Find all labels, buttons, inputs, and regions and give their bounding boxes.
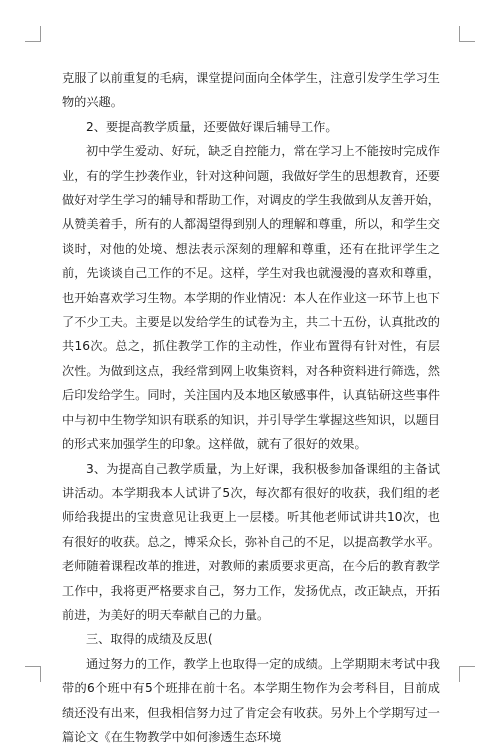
- section-heading: 三、取得的成绩及反思(: [86, 632, 213, 647]
- crop-mark-top-left: [40, 26, 41, 42]
- crop-mark-top-right-h: [459, 41, 475, 42]
- paragraph: 3、为提高自己教学质量，为上好课，我积极参加备课组的主备试讲活动。本学期我本人试讲了5次，每次都有很好的收获，我们组的老师给我提出的宝贵意见让我更上一层楼。听其他老师试讲共10次，也有很好的收获。总之，博采众长，弥补自己的不足，以提高教学水平。老师随着课程改革的推进，对教师的素质要求更高，在今后的教育教学工作中，我将更严格要求自己，努力工作，发扬优点，改正缺点，开拓前进，为美好的明天奉献自己的力量。: [62, 461, 440, 622]
- crop-mark-bottom-left-h: [25, 666, 41, 667]
- crop-mark-bottom-right: [459, 666, 460, 682]
- crop-mark-bottom-right-h: [459, 666, 475, 667]
- crop-mark-bottom-left: [40, 666, 41, 682]
- paragraph: 克服了以前重复的毛病，课堂提问面向全体学生，注意引发学生学习生物的兴趣。: [62, 71, 440, 110]
- paragraph: 2、要提高教学质量，还要做好课后辅导工作。: [86, 119, 338, 134]
- crop-mark-top-right: [459, 26, 460, 42]
- document-body: [62, 66, 440, 749]
- paragraph: 初中学生爱动、好玩，缺乏自控能力，常在学习上不能按时完成作业，有的学生抄袭作业，针对这种问题，我做好学生的思想教育，还要做好对学生学习的辅导和帮助工作，对调皮的学生我做到从友善开始，从赞美着手，所有的人都渴望得到别人的理解和尊重，所以，和学生交谈时，对他的处境、想法表示深刻的理解和尊重，还有在批评学生之前，先谈谈自己工作的不足。这样，学生对我也就漫漫的喜欢和尊重，也开始喜欢学习生物。本学期的作业情况：本人在作业这一环节上也下了不少工夫。主要是以发给学生的试卷为主，共二十五份，认真批改的共16次。总之，抓住教学工作的主动性，作业布置得有针对性，有层次性。为做到这点，我经常到网上收集资料，对各种资料进行筛选，然后印发给学生。同时，关注国内及本地区敏感事件，认真钻研这些事件中与初中生物学知识有联系的知识，并引导学生掌握这些知识，以题目的形式来加强学生的印象。这样做，就有了很好的效果。: [62, 144, 440, 452]
- paragraph: 通过努力的工作，教学上也取得一定的成绩。上学期期末考试中我带的6个班中有5个班排在前十名。本学期生物作为会考科目，目前成绩还没有出来，但我相信努力过了肯定会有收获。另外上个学期写过一篇论文《在生物教学中如何渗透生态环境: [62, 656, 440, 744]
- crop-mark-top-left-h: [25, 41, 41, 42]
